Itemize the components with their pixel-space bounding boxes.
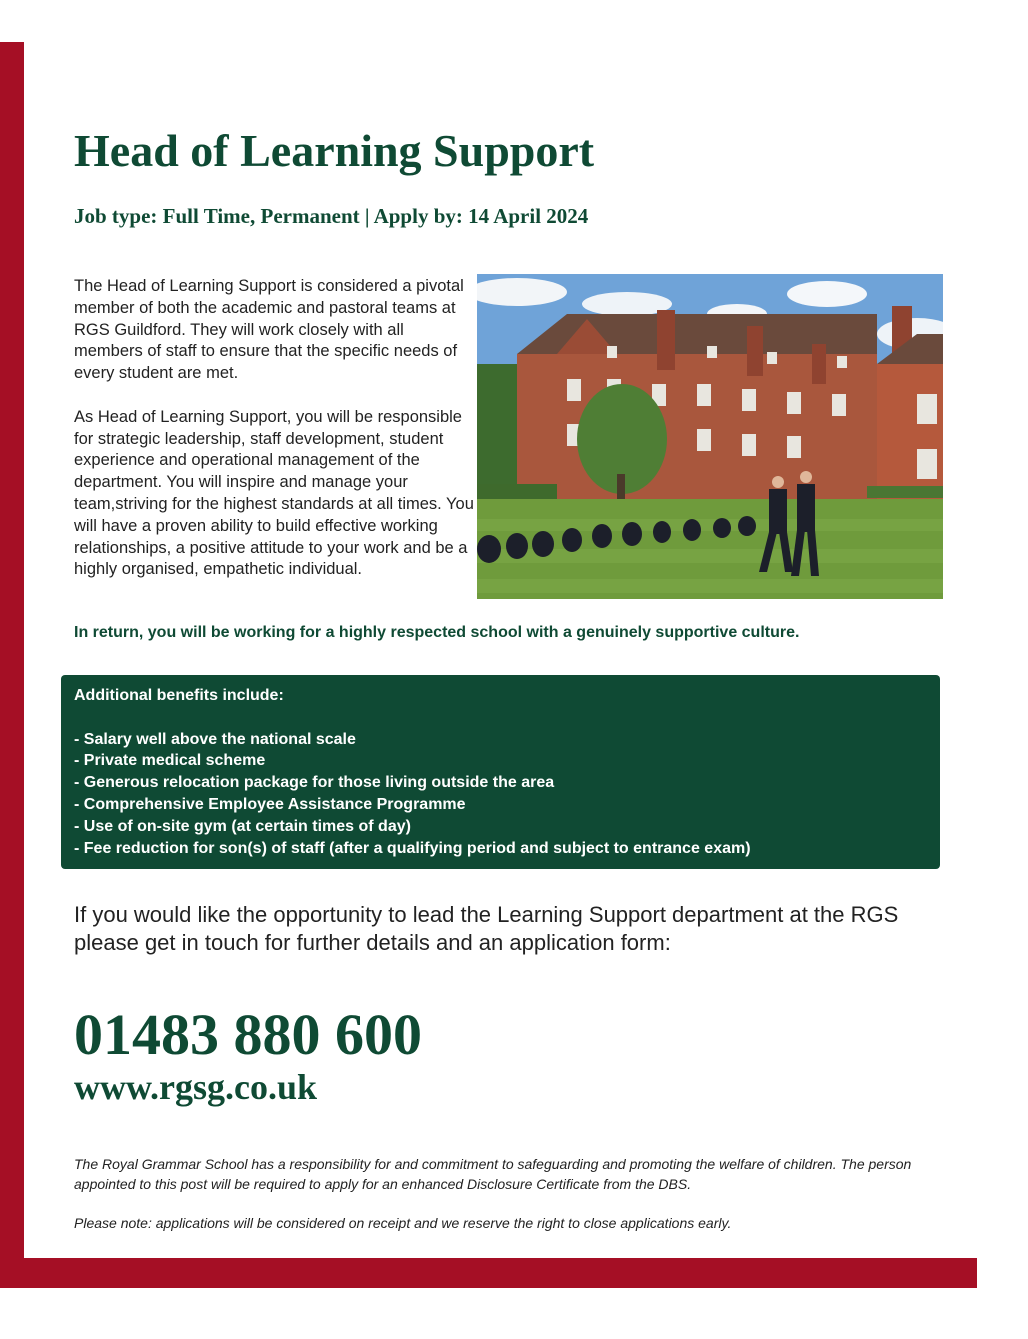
job-subtitle: Job type: Full Time, Permanent | Apply by: 14 April 2024	[74, 204, 589, 228]
call-to-action: If you would like the opportunity to lead the Learning Support department at the RGS please get in touch for further details and an application form:	[74, 902, 899, 955]
intro-text	[74, 276, 474, 603]
intro-paragraph-1: The Head of Learning Support is considered a pivotal member of both the academic and pastoral teams at RGS Guildford. They will work closely with all members of staff to ensure that the specific needs of every student are met.	[74, 277, 464, 383]
phone-number[interactable]: 01483 880 600	[74, 1002, 422, 1067]
benefit-item: - Salary well above the national scale	[74, 730, 356, 748]
benefit-item: - Generous relocation package for those living outside the area	[74, 774, 555, 792]
page-title: Head of Learning Support	[74, 125, 595, 176]
left-accent-bar	[0, 42, 24, 1288]
school-photo	[477, 274, 943, 599]
benefit-item: - Use of on-site gym (at certain times of day)	[74, 817, 411, 835]
applications-note: Please note: applications will be considered on receipt and we reserve the right to close applications early.	[74, 1215, 732, 1231]
website-link[interactable]: www.rgsg.co.uk	[74, 1067, 318, 1107]
benefit-item: - Fee reduction for son(s) of staff (after a qualifying period and subject to entrance exam)	[74, 839, 751, 857]
bottom-accent-bar	[0, 1258, 977, 1288]
culture-statement: In return, you will be working for a highly respected school with a genuinely supportive culture.	[74, 624, 800, 641]
benefits-box	[61, 675, 940, 869]
benefits-list	[74, 729, 927, 860]
intro-paragraph-2: As Head of Learning Support, you will be responsible for strategic leadership, staff development, student experience and operational management of the department. You will inspire and manage your team,striving for the highest standards at all times. You will have a proven ability to build effective working relationships, a positive attitude to your work and be a highly organised, empathetic individual.	[74, 407, 474, 579]
benefit-item: - Private medical scheme	[74, 752, 266, 770]
benefit-item: - Comprehensive Employee Assistance Programme	[74, 795, 466, 813]
safeguarding-statement: The Royal Grammar School has a responsibility for and commitment to safeguarding and promoting the welfare of children. The person appointed to this post will be required to apply for an enhanced Disclosure Certificate from the DBS.	[74, 1156, 912, 1192]
benefits-heading: Additional benefits include:	[74, 687, 284, 704]
